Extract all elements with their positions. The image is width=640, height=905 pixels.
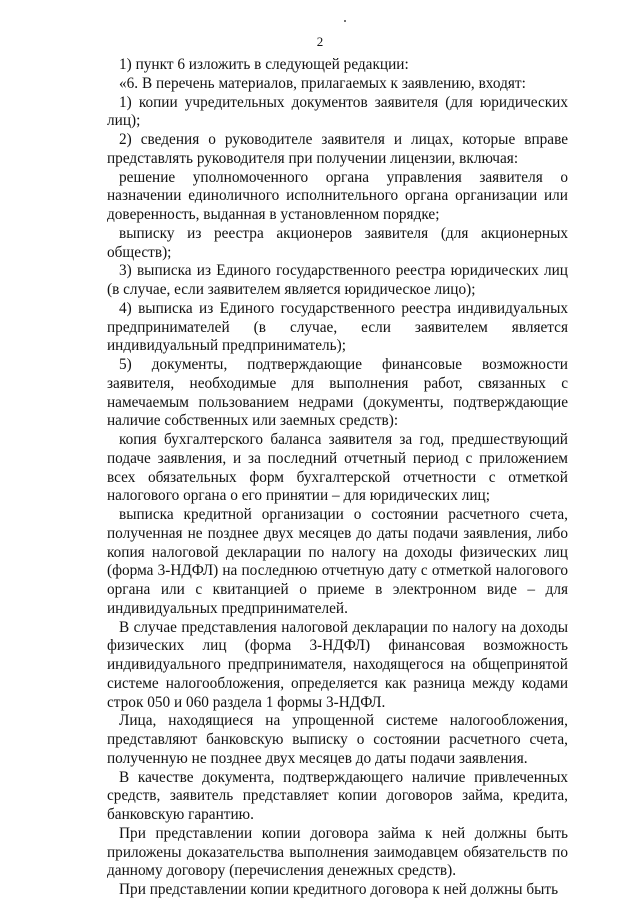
document-body <box>107 56 568 900</box>
paragraph-item-1: 1) копии учредительных документов заявителя (для юридических лиц); <box>107 93 568 130</box>
paragraph-item-5: 5) документы, подтверждающие финансовые возможности заявителя, необходимые для выполнения работ, связанных с намечаемым пользованием недрами (документы, подтверждающие наличие собственных или заемных средств): <box>107 356 568 430</box>
paragraph-loan-agreement: При представлении копии договора займа к ней должны быть приложены доказательства выполнения заимодавцем обязательств по данному договору (перечисления денежных средств). <box>107 824 568 880</box>
paragraph-balance-copy: копия бухгалтерского баланса заявителя за год, предшествующий подаче заявления, и за последний отчетный период с приложением всех обязательных форм бухгалтерской отчетности с отметкой налогового органа о его принятии – для юридических лиц; <box>107 431 568 505</box>
paragraph-item-3: 3) выписка из Единого государственного реестра юридических лиц (в случае, если заявителем является юридическое лицо); <box>107 262 568 298</box>
paragraph-simplified-tax: Лица, находящиеся на упрощенной системе налогообложения, представляют банковскую выписку о состоянии расчетного счета, полученную не позднее двух месяцев до даты подачи заявления. <box>107 712 568 767</box>
paragraph-borrowed-funds: В качестве документа, подтверждающего наличие привлеченных средств, заявитель представляет копии договоров займа, кредита, банковскую гарантию. <box>107 768 568 823</box>
scan-artifact-dot <box>344 20 346 22</box>
paragraph-list-intro: «6. В перечень материалов, прилагаемых к заявлению, входят: <box>119 74 526 92</box>
paragraph-item-2-shareholders: выписку из реестра акционеров заявителя (для акционерных обществ); <box>107 224 568 261</box>
paragraph-item-2: 2) сведения о руководителе заявителя и лицах, которые вправе представлять руководителя при получении лицензии, включая: <box>107 131 568 167</box>
paragraph-bank-statement: выписка кредитной организации о состоянии расчетного счета, полученная не позднее двух месяцев до даты подачи заявления, либо копия налоговой декларации по налогу на доходы физических лиц (форма 3-НДФЛ) на последнюю отчетную дату с отметкой налогового органа или с квитанцией о приеме в электронном виде – для индивидуальных предпринимателей. <box>107 506 568 617</box>
paragraph-item-4: 4) выписка из Единого государственного реестра индивидуальных предпринимателей (в случае, если заявителем является индивидуальный предприниматель); <box>107 299 568 355</box>
page-number: 2 <box>316 34 324 49</box>
paragraph-amend-point-6: 1) пункт 6 изложить в следующей редакции: <box>119 56 409 73</box>
paragraph-item-2-decision: решение уполномоченного органа управления заявителя о назначении единоличного исполнительного органа организации или доверенность, выданная в установленном порядке; <box>107 168 568 223</box>
paragraph-credit-agreement: При представлении копии кредитного договора к ней должны быть <box>119 881 559 898</box>
paragraph-tax-declaration: В случае представления налоговой декларации по налогу на доходы физических лиц (форма 3-НДФЛ) финансовая возможность индивидуального предпринимателя, находящегося на общепринятой системе налогообложения, определяется как разница между кодами строк 050 и 060 раздела 1 формы 3-НДФЛ. <box>107 618 568 711</box>
